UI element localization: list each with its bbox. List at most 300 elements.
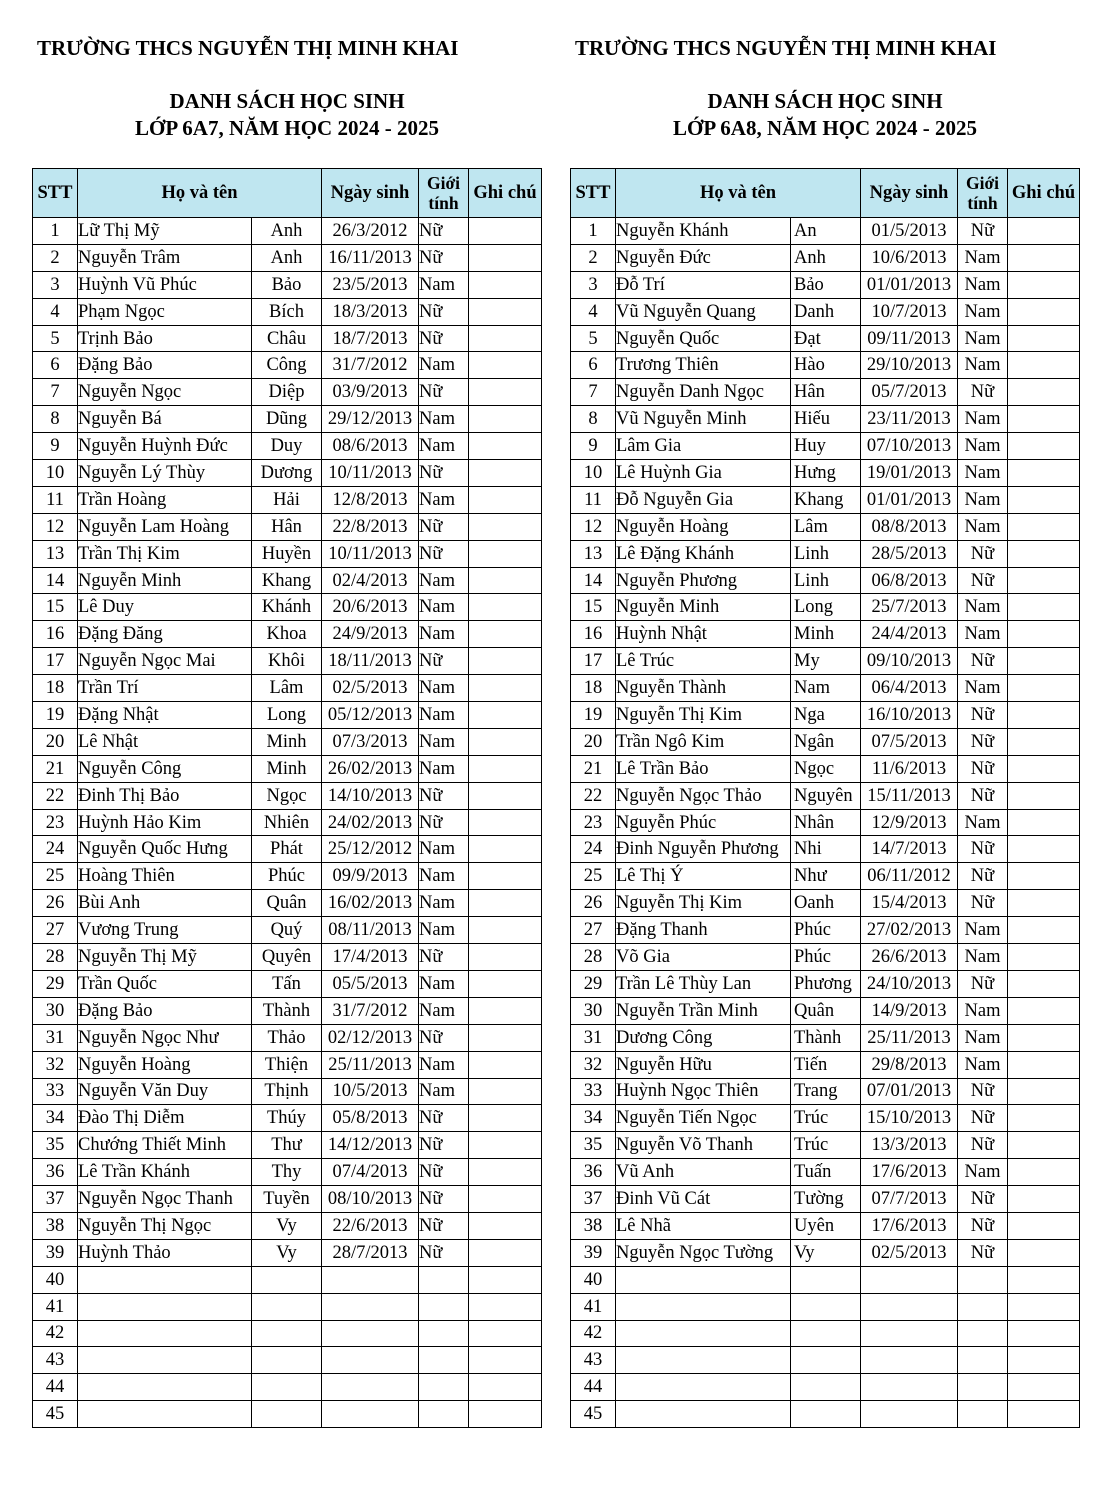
- cell-gender: Nữ: [958, 540, 1008, 567]
- table-row: [571, 997, 1080, 1024]
- cell-note: [469, 1320, 542, 1347]
- cell-first-name: Trang: [791, 1078, 861, 1105]
- table-row: [571, 1266, 1080, 1293]
- cell-note: [469, 325, 542, 352]
- cell-dob: [322, 1320, 419, 1347]
- cell-gender: Nữ: [419, 513, 469, 540]
- cell-first-name: Khang: [252, 567, 322, 594]
- cell-last-name: Lê Duy: [78, 594, 252, 621]
- cell-first-name: Thiện: [252, 1051, 322, 1078]
- cell-dob: 03/9/2013: [322, 379, 419, 406]
- cell-last-name: Nguyễn Tiến Ngọc: [616, 1105, 791, 1132]
- cell-last-name: Nguyễn Thành: [616, 675, 791, 702]
- cell-note: [469, 621, 542, 648]
- cell-last-name: Trần Ngô Kim: [616, 728, 791, 755]
- cell-gender: Nam: [958, 460, 1008, 487]
- cell-note: [469, 540, 542, 567]
- cell-note: [469, 567, 542, 594]
- table-row: [33, 782, 542, 809]
- cell-stt: 22: [33, 782, 78, 809]
- cell-stt: 36: [571, 1159, 616, 1186]
- cell-last-name: Hoàng Thiên: [78, 863, 252, 890]
- cell-gender: Nữ: [958, 218, 1008, 245]
- table-row: [33, 1320, 542, 1347]
- table-row: [571, 944, 1080, 971]
- cell-stt: 32: [33, 1051, 78, 1078]
- cell-gender: Nữ: [958, 970, 1008, 997]
- cell-last-name: Nguyễn Lam Hoàng: [78, 513, 252, 540]
- cell-stt: 3: [33, 271, 78, 298]
- cell-dob: [861, 1266, 958, 1293]
- cell-gender: Nữ: [419, 218, 469, 245]
- cell-last-name: Nguyễn Minh: [616, 594, 791, 621]
- table-row: [33, 486, 542, 513]
- student-table: [32, 168, 542, 1428]
- table-body: [571, 218, 1080, 1428]
- cell-first-name: Tường: [791, 1186, 861, 1213]
- cell-last-name: Trần Trí: [78, 675, 252, 702]
- table-row: [571, 728, 1080, 755]
- table-row: [571, 890, 1080, 917]
- cell-first-name: Anh: [252, 218, 322, 245]
- cell-first-name: My: [791, 648, 861, 675]
- table-row: [33, 567, 542, 594]
- cell-dob: 29/12/2013: [322, 406, 419, 433]
- table-row: [33, 379, 542, 406]
- cell-first-name: Thảo: [252, 1024, 322, 1051]
- cell-first-name: [252, 1401, 322, 1428]
- table-row: [33, 728, 542, 755]
- header-note: Ghi chú: [1008, 169, 1080, 218]
- cell-dob: 25/7/2013: [861, 594, 958, 621]
- cell-note: [469, 406, 542, 433]
- cell-stt: 40: [571, 1266, 616, 1293]
- cell-gender: Nữ: [419, 944, 469, 971]
- cell-last-name: Phạm Ngọc: [78, 298, 252, 325]
- cell-dob: 28/7/2013: [322, 1239, 419, 1266]
- cell-last-name: Nguyễn Hoàng: [616, 513, 791, 540]
- cell-gender: Nam: [419, 863, 469, 890]
- cell-stt: 30: [33, 997, 78, 1024]
- cell-dob: 01/5/2013: [861, 218, 958, 245]
- cell-first-name: Trúc: [791, 1105, 861, 1132]
- school-name: TRƯỜNG THCS NGUYỄN THỊ MINH KHAI: [575, 36, 997, 60]
- cell-stt: 29: [33, 970, 78, 997]
- table-row: [33, 1024, 542, 1051]
- cell-note: [469, 702, 542, 729]
- cell-note: [1008, 1266, 1080, 1293]
- table-row: [571, 460, 1080, 487]
- table-row: [33, 1051, 542, 1078]
- cell-note: [469, 1105, 542, 1132]
- cell-dob: 07/10/2013: [861, 433, 958, 460]
- cell-dob: 15/10/2013: [861, 1105, 958, 1132]
- cell-dob: 07/3/2013: [322, 728, 419, 755]
- table-row: [33, 997, 542, 1024]
- cell-stt: 11: [33, 486, 78, 513]
- cell-gender: Nam: [958, 486, 1008, 513]
- cell-gender: Nam: [419, 621, 469, 648]
- cell-last-name: Nguyễn Văn Duy: [78, 1078, 252, 1105]
- table-row: [571, 1024, 1080, 1051]
- cell-first-name: Nguyên: [791, 782, 861, 809]
- table-row: [33, 352, 542, 379]
- cell-last-name: Huỳnh Ngọc Thiên: [616, 1078, 791, 1105]
- cell-stt: 41: [33, 1293, 78, 1320]
- cell-first-name: Oanh: [791, 890, 861, 917]
- cell-first-name: Hân: [252, 513, 322, 540]
- cell-last-name: Đinh Thị Bảo: [78, 782, 252, 809]
- cell-gender: Nữ: [958, 1186, 1008, 1213]
- cell-gender: Nam: [958, 1051, 1008, 1078]
- cell-note: [1008, 1320, 1080, 1347]
- cell-last-name: Đặng Đăng: [78, 621, 252, 648]
- cell-stt: 39: [571, 1239, 616, 1266]
- cell-stt: 32: [571, 1051, 616, 1078]
- cell-stt: 23: [33, 809, 78, 836]
- cell-dob: 09/10/2013: [861, 648, 958, 675]
- cell-stt: 8: [571, 406, 616, 433]
- cell-first-name: Minh: [252, 755, 322, 782]
- cell-dob: 29/8/2013: [861, 1051, 958, 1078]
- header-gender: [958, 169, 1008, 218]
- cell-first-name: Dương: [252, 460, 322, 487]
- cell-gender: Nam: [419, 406, 469, 433]
- cell-stt: 34: [33, 1105, 78, 1132]
- school-name: TRƯỜNG THCS NGUYỄN THỊ MINH KHAI: [37, 36, 459, 60]
- cell-dob: 17/6/2013: [861, 1212, 958, 1239]
- cell-note: [1008, 836, 1080, 863]
- cell-stt: 20: [571, 728, 616, 755]
- cell-stt: 41: [571, 1293, 616, 1320]
- cell-dob: [861, 1320, 958, 1347]
- cell-first-name: Lâm: [791, 513, 861, 540]
- cell-gender: Nam: [419, 567, 469, 594]
- cell-dob: 07/01/2013: [861, 1078, 958, 1105]
- cell-dob: 31/7/2012: [322, 352, 419, 379]
- cell-stt: 38: [33, 1212, 78, 1239]
- cell-first-name: Quý: [252, 917, 322, 944]
- cell-dob: 24/02/2013: [322, 809, 419, 836]
- cell-dob: 13/3/2013: [861, 1132, 958, 1159]
- cell-dob: 05/12/2013: [322, 702, 419, 729]
- cell-first-name: [791, 1401, 861, 1428]
- cell-note: [1008, 244, 1080, 271]
- cell-first-name: Nam: [791, 675, 861, 702]
- cell-first-name: Phương: [791, 970, 861, 997]
- cell-stt: 25: [571, 863, 616, 890]
- cell-dob: 14/9/2013: [861, 997, 958, 1024]
- cell-note: [1008, 1132, 1080, 1159]
- table-row: [571, 567, 1080, 594]
- cell-first-name: Long: [252, 702, 322, 729]
- cell-stt: 27: [571, 917, 616, 944]
- table-row: [33, 1266, 542, 1293]
- cell-dob: 15/11/2013: [861, 782, 958, 809]
- cell-stt: 44: [33, 1374, 78, 1401]
- cell-dob: 07/4/2013: [322, 1159, 419, 1186]
- cell-last-name: Lâm Gia: [616, 433, 791, 460]
- cell-stt: 45: [33, 1401, 78, 1428]
- cell-last-name: [78, 1347, 252, 1374]
- cell-gender: Nữ: [958, 836, 1008, 863]
- cell-dob: 12/8/2013: [322, 486, 419, 513]
- cell-dob: 06/8/2013: [861, 567, 958, 594]
- cell-last-name: Đào Thị Diễm: [78, 1105, 252, 1132]
- table-row: [571, 513, 1080, 540]
- cell-last-name: Trịnh Bảo: [78, 325, 252, 352]
- table-row: [571, 271, 1080, 298]
- cell-last-name: Nguyễn Bá: [78, 406, 252, 433]
- cell-dob: 18/11/2013: [322, 648, 419, 675]
- cell-last-name: Vũ Nguyễn Quang: [616, 298, 791, 325]
- cell-gender: Nữ: [958, 890, 1008, 917]
- cell-note: [1008, 460, 1080, 487]
- cell-note: [469, 836, 542, 863]
- cell-gender: Nữ: [419, 460, 469, 487]
- cell-stt: 23: [571, 809, 616, 836]
- cell-dob: 19/01/2013: [861, 460, 958, 487]
- cell-first-name: [791, 1347, 861, 1374]
- cell-gender: Nữ: [419, 1212, 469, 1239]
- cell-last-name: Nguyễn Phương: [616, 567, 791, 594]
- cell-note: [469, 1239, 542, 1266]
- table-row: [33, 1078, 542, 1105]
- cell-note: [469, 970, 542, 997]
- cell-gender: [958, 1374, 1008, 1401]
- cell-first-name: Nhi: [791, 836, 861, 863]
- cell-note: [469, 944, 542, 971]
- cell-gender: Nữ: [958, 863, 1008, 890]
- table-row: [571, 1293, 1080, 1320]
- cell-note: [1008, 298, 1080, 325]
- cell-last-name: Huỳnh Nhật: [616, 621, 791, 648]
- cell-first-name: Tấn: [252, 970, 322, 997]
- cell-note: [1008, 809, 1080, 836]
- cell-gender: Nữ: [419, 1105, 469, 1132]
- cell-first-name: Linh: [791, 567, 861, 594]
- student-table: [570, 168, 1080, 1428]
- cell-stt: 35: [33, 1132, 78, 1159]
- cell-gender: Nữ: [419, 782, 469, 809]
- cell-note: [1008, 621, 1080, 648]
- cell-note: [469, 1347, 542, 1374]
- cell-note: [469, 1051, 542, 1078]
- cell-first-name: Khánh: [252, 594, 322, 621]
- cell-stt: 39: [33, 1239, 78, 1266]
- cell-note: [1008, 782, 1080, 809]
- cell-dob: 14/12/2013: [322, 1132, 419, 1159]
- cell-first-name: Trúc: [791, 1132, 861, 1159]
- cell-gender: Nam: [419, 970, 469, 997]
- cell-first-name: Tiến: [791, 1051, 861, 1078]
- cell-stt: 17: [33, 648, 78, 675]
- cell-gender: Nữ: [958, 379, 1008, 406]
- cell-gender: Nữ: [958, 1132, 1008, 1159]
- cell-dob: 05/7/2013: [861, 379, 958, 406]
- cell-last-name: Vương Trung: [78, 917, 252, 944]
- cell-last-name: Trần Lê Thùy Lan: [616, 970, 791, 997]
- cell-note: [469, 1374, 542, 1401]
- cell-first-name: Quyên: [252, 944, 322, 971]
- cell-stt: 14: [571, 567, 616, 594]
- cell-stt: 43: [33, 1347, 78, 1374]
- cell-dob: 10/6/2013: [861, 244, 958, 271]
- cell-note: [1008, 755, 1080, 782]
- cell-last-name: Lê Trúc: [616, 648, 791, 675]
- cell-stt: 5: [571, 325, 616, 352]
- table-row: [571, 782, 1080, 809]
- cell-dob: 24/10/2013: [861, 970, 958, 997]
- cell-gender: [958, 1266, 1008, 1293]
- cell-first-name: Vy: [252, 1212, 322, 1239]
- cell-stt: 6: [33, 352, 78, 379]
- cell-note: [1008, 1105, 1080, 1132]
- cell-note: [1008, 540, 1080, 567]
- cell-first-name: Nhân: [791, 809, 861, 836]
- cell-last-name: Đinh Nguyễn Phương: [616, 836, 791, 863]
- cell-first-name: Tuấn: [791, 1159, 861, 1186]
- cell-last-name: [616, 1320, 791, 1347]
- cell-stt: 9: [33, 433, 78, 460]
- header-gender-line1: Giới: [426, 173, 461, 193]
- table-row: [33, 1212, 542, 1239]
- cell-first-name: Nhiên: [252, 809, 322, 836]
- table-row: [33, 460, 542, 487]
- cell-dob: 18/7/2013: [322, 325, 419, 352]
- cell-note: [469, 486, 542, 513]
- table-row: [33, 863, 542, 890]
- cell-stt: 7: [571, 379, 616, 406]
- cell-first-name: Quân: [791, 997, 861, 1024]
- cell-first-name: Anh: [252, 244, 322, 271]
- table-row: [571, 1159, 1080, 1186]
- cell-note: [469, 513, 542, 540]
- table-row: [33, 1347, 542, 1374]
- cell-last-name: Nguyễn Đức: [616, 244, 791, 271]
- cell-gender: Nữ: [958, 1105, 1008, 1132]
- cell-dob: 02/12/2013: [322, 1024, 419, 1051]
- cell-note: [469, 594, 542, 621]
- table-row: [33, 1105, 542, 1132]
- table-row: [571, 594, 1080, 621]
- cell-dob: 25/11/2013: [861, 1024, 958, 1051]
- cell-note: [469, 433, 542, 460]
- cell-note: [469, 863, 542, 890]
- table-row: [33, 970, 542, 997]
- cell-last-name: Nguyễn Hữu: [616, 1051, 791, 1078]
- cell-last-name: Nguyễn Phúc: [616, 809, 791, 836]
- cell-dob: 09/11/2013: [861, 325, 958, 352]
- table-row: [33, 755, 542, 782]
- cell-gender: Nữ: [958, 728, 1008, 755]
- cell-last-name: Trần Quốc: [78, 970, 252, 997]
- cell-dob: 16/10/2013: [861, 702, 958, 729]
- table-row: [571, 1186, 1080, 1213]
- cell-stt: 45: [571, 1401, 616, 1428]
- cell-note: [469, 379, 542, 406]
- cell-note: [1008, 406, 1080, 433]
- cell-note: [1008, 1374, 1080, 1401]
- cell-dob: 23/11/2013: [861, 406, 958, 433]
- cell-stt: 35: [571, 1132, 616, 1159]
- cell-stt: 1: [571, 218, 616, 245]
- cell-last-name: [78, 1374, 252, 1401]
- cell-dob: 02/4/2013: [322, 567, 419, 594]
- cell-gender: Nữ: [958, 567, 1008, 594]
- cell-note: [1008, 917, 1080, 944]
- cell-first-name: Ngân: [791, 728, 861, 755]
- cell-first-name: Linh: [791, 540, 861, 567]
- cell-dob: [322, 1401, 419, 1428]
- table-row: [571, 433, 1080, 460]
- cell-gender: [958, 1320, 1008, 1347]
- cell-first-name: [252, 1347, 322, 1374]
- cell-first-name: Nga: [791, 702, 861, 729]
- header-stt: STT: [33, 169, 78, 218]
- table-row: [571, 1051, 1080, 1078]
- cell-last-name: [616, 1266, 791, 1293]
- class-subtitle: LỚP 6A7, NĂM HỌC 2024 - 2025: [135, 116, 439, 140]
- cell-dob: 01/01/2013: [861, 271, 958, 298]
- cell-stt: 13: [33, 540, 78, 567]
- table-row: [33, 648, 542, 675]
- cell-last-name: Huỳnh Hảo Kim: [78, 809, 252, 836]
- cell-dob: 06/11/2012: [861, 863, 958, 890]
- table-row: [33, 513, 542, 540]
- cell-note: [1008, 1186, 1080, 1213]
- cell-last-name: Lê Trần Khánh: [78, 1159, 252, 1186]
- cell-note: [469, 890, 542, 917]
- cell-gender: Nữ: [419, 1024, 469, 1051]
- cell-note: [469, 755, 542, 782]
- cell-note: [1008, 1293, 1080, 1320]
- cell-note: [469, 1266, 542, 1293]
- table-row: [571, 755, 1080, 782]
- cell-dob: [861, 1347, 958, 1374]
- cell-stt: 2: [33, 244, 78, 271]
- cell-first-name: Ngọc: [791, 755, 861, 782]
- cell-last-name: [78, 1401, 252, 1428]
- cell-note: [1008, 513, 1080, 540]
- cell-note: [469, 648, 542, 675]
- cell-first-name: Hào: [791, 352, 861, 379]
- cell-first-name: Thy: [252, 1159, 322, 1186]
- cell-dob: 08/6/2013: [322, 433, 419, 460]
- table-header-row: [571, 169, 1080, 218]
- table-row: [33, 218, 542, 245]
- cell-first-name: Như: [791, 863, 861, 890]
- cell-first-name: Long: [791, 594, 861, 621]
- cell-gender: Nam: [958, 944, 1008, 971]
- table-row: [33, 1132, 542, 1159]
- cell-note: [469, 218, 542, 245]
- cell-dob: 17/6/2013: [861, 1159, 958, 1186]
- cell-first-name: Ngọc: [252, 782, 322, 809]
- cell-note: [469, 244, 542, 271]
- cell-note: [1008, 675, 1080, 702]
- cell-gender: Nữ: [419, 244, 469, 271]
- cell-dob: 29/10/2013: [861, 352, 958, 379]
- cell-note: [1008, 970, 1080, 997]
- cell-note: [469, 1024, 542, 1051]
- cell-last-name: [616, 1347, 791, 1374]
- cell-last-name: Đỗ Nguyễn Gia: [616, 486, 791, 513]
- cell-note: [469, 271, 542, 298]
- cell-gender: [958, 1293, 1008, 1320]
- header-gender-line2: tính: [967, 193, 998, 213]
- cell-last-name: Nguyễn Khánh: [616, 218, 791, 245]
